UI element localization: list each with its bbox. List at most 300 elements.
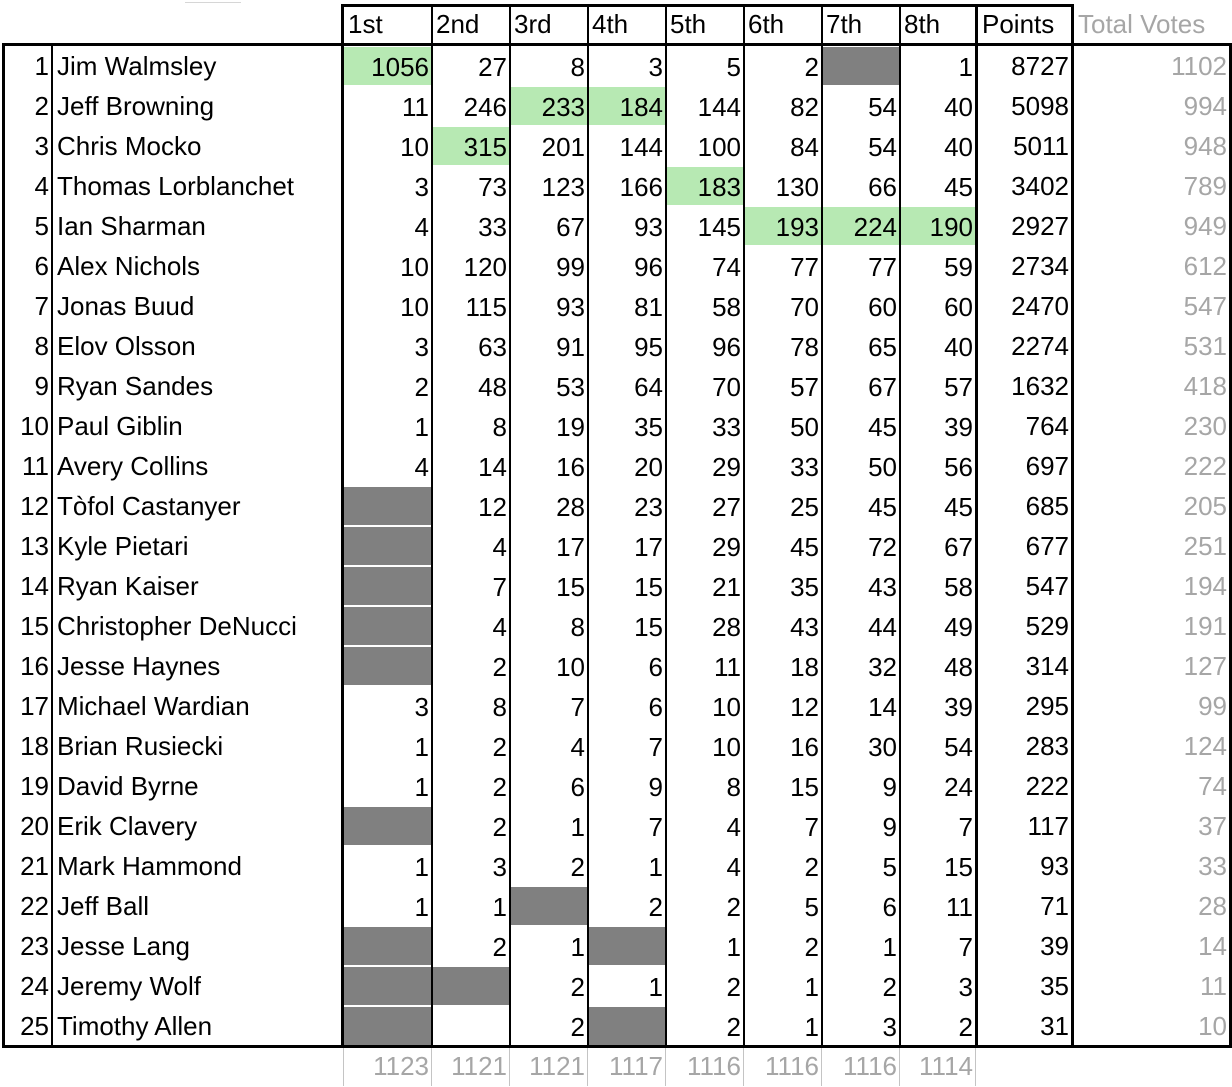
- vote-count-cell: 6: [570, 772, 585, 802]
- points-divider-left: [975, 4, 978, 1048]
- vote-count-cell: 1: [804, 1012, 819, 1042]
- totals-divider: [821, 1048, 822, 1086]
- total-votes-cell: 37: [1198, 811, 1227, 841]
- total-votes-cell: 418: [1183, 371, 1227, 401]
- vote-count-cell: 1: [414, 412, 429, 442]
- highlighted-max-cell: 184: [588, 87, 666, 125]
- rank-number: 12: [20, 491, 49, 521]
- vote-count-cell: 7: [648, 732, 663, 762]
- vote-count-cell: 15: [634, 612, 663, 642]
- empty-cell: [344, 927, 432, 965]
- rank-number: 23: [20, 931, 49, 961]
- header-bottom-border: [2, 43, 1232, 46]
- rank-number: 9: [34, 371, 49, 401]
- vote-count-cell: 45: [944, 492, 973, 522]
- rank-number: 13: [20, 531, 49, 561]
- vote-count-cell: 6: [882, 892, 897, 922]
- runner-name: Alex Nichols: [57, 251, 201, 281]
- vote-count-cell: 1: [414, 732, 429, 762]
- rank-number: 16: [20, 651, 49, 681]
- vote-count-cell: 12: [478, 492, 507, 522]
- points-cell: 39: [1040, 931, 1069, 961]
- vote-count-cell: 16: [556, 452, 585, 482]
- vote-count-cell: 1: [492, 892, 507, 922]
- rank-number: 7: [34, 291, 49, 321]
- vote-count-cell: 54: [868, 92, 897, 122]
- vote-count-cell: 5: [882, 852, 897, 882]
- vote-count-cell: 1: [570, 932, 585, 962]
- runner-name: Paul Giblin: [57, 411, 183, 441]
- runner-name: Jim Walmsley: [57, 51, 217, 81]
- highlighted-max-cell: 233: [510, 87, 588, 125]
- vote-count-cell: 1: [648, 852, 663, 882]
- vote-count-cell: 8: [726, 772, 741, 802]
- vote-count-cell: 3: [414, 692, 429, 722]
- table-bottom-border: [2, 1045, 1232, 1048]
- rank-number: 10: [20, 411, 49, 441]
- vote-count-cell: 246: [463, 92, 507, 122]
- totals-divider: [587, 1048, 588, 1086]
- vote-count-cell: 2: [492, 932, 507, 962]
- points-cell: 547: [1025, 571, 1069, 601]
- vote-count-cell: 1: [958, 52, 973, 82]
- total-votes-cell: 74: [1198, 771, 1227, 801]
- column-header-points: Points: [982, 9, 1055, 39]
- vote-count-cell: 2: [648, 892, 663, 922]
- total-votes-cell: 948: [1183, 131, 1227, 161]
- column-header-7th: 7th: [826, 9, 863, 39]
- column-header-5th: 5th: [670, 9, 707, 39]
- vote-count-cell: 73: [478, 172, 507, 202]
- vote-count-cell: 50: [868, 452, 897, 482]
- rank-number: 15: [20, 611, 49, 641]
- runner-name: Michael Wardian: [57, 691, 250, 721]
- highlighted-max-cell: 315: [432, 127, 510, 165]
- points-cell: 2927: [1011, 211, 1069, 241]
- total-votes-cell: 547: [1183, 291, 1227, 321]
- rank-number: 25: [20, 1011, 49, 1041]
- vote-count-cell: 63: [478, 332, 507, 362]
- vote-count-cell: 45: [944, 172, 973, 202]
- highlighted-max-cell: 1056: [344, 47, 432, 85]
- vote-count-cell: 49: [944, 612, 973, 642]
- total-votes-cell: 531: [1183, 331, 1227, 361]
- vote-count-cell: 82: [790, 92, 819, 122]
- vote-count-cell: 144: [697, 92, 741, 122]
- vote-count-cell: [432, 1007, 510, 1045]
- vote-count-cell: 2: [570, 852, 585, 882]
- vote-count-cell: 66: [868, 172, 897, 202]
- points-cell: 8727: [1011, 51, 1069, 81]
- vote-count-cell: 35: [634, 412, 663, 442]
- vote-count-cell: 39: [944, 412, 973, 442]
- vote-count-cell: 81: [634, 292, 663, 322]
- vote-count-cell: 7: [958, 932, 973, 962]
- vote-count-cell: 32: [868, 652, 897, 682]
- name-divider: [341, 4, 344, 1048]
- vote-count-cell: 3: [414, 172, 429, 202]
- points-cell: 314: [1025, 651, 1069, 681]
- points-cell: 5098: [1011, 91, 1069, 121]
- vote-count-cell: 7: [648, 812, 663, 842]
- empty-cell: [344, 967, 432, 1005]
- empty-cell: [344, 487, 432, 525]
- total-votes-cell: 205: [1183, 491, 1227, 521]
- highlighted-max-cell: 190: [900, 207, 976, 245]
- vote-count-cell: 96: [634, 252, 663, 282]
- vote-count-cell: 2: [570, 1012, 585, 1042]
- vote-count-cell: 40: [944, 132, 973, 162]
- vote-count-cell: 33: [712, 412, 741, 442]
- vote-count-cell: 50: [790, 412, 819, 442]
- vote-count-cell: 10: [712, 732, 741, 762]
- rank-divider: [51, 43, 53, 1047]
- empty-cell: [344, 607, 432, 645]
- runner-name: Christopher DeNucci: [57, 611, 297, 641]
- vote-count-cell: 33: [790, 452, 819, 482]
- vote-count-cell: 2: [882, 972, 897, 1002]
- vote-count-cell: 9: [882, 812, 897, 842]
- vote-count-cell: 70: [712, 372, 741, 402]
- vote-count-cell: 1: [726, 932, 741, 962]
- vote-count-cell: 43: [868, 572, 897, 602]
- vote-count-cell: 4: [492, 612, 507, 642]
- vote-count-cell: 54: [868, 132, 897, 162]
- vote-count-cell: 2: [492, 812, 507, 842]
- vote-count-cell: 1: [414, 772, 429, 802]
- column-divider: [821, 4, 823, 1046]
- vote-count-cell: 130: [775, 172, 819, 202]
- vote-count-cell: 7: [492, 572, 507, 602]
- column-divider: [431, 4, 433, 1046]
- vote-count-cell: 115: [465, 292, 507, 322]
- points-cell: 3402: [1011, 171, 1069, 201]
- runner-name: Elov Olsson: [57, 331, 196, 361]
- table-left-border: [2, 43, 5, 1047]
- vote-count-cell: 1: [804, 972, 819, 1002]
- vote-count-cell: 24: [944, 772, 973, 802]
- total-votes-cell: 1102: [1171, 51, 1227, 81]
- empty-cell: [344, 527, 432, 565]
- vote-count-cell: 3: [492, 852, 507, 882]
- vote-count-cell: 7: [570, 692, 585, 722]
- vote-count-cell: 144: [619, 132, 663, 162]
- vote-count-cell: 44: [868, 612, 897, 642]
- points-cell: 31: [1040, 1011, 1069, 1041]
- vote-count-cell: 4: [492, 532, 507, 562]
- vote-count-cell: 8: [492, 692, 507, 722]
- vote-count-cell: 27: [478, 52, 507, 82]
- vote-count-cell: 12: [790, 692, 819, 722]
- highlighted-max-cell: 224: [822, 207, 900, 245]
- vote-count-cell: 5: [726, 52, 741, 82]
- total-votes-cell: 124: [1183, 731, 1227, 761]
- vote-count-cell: 9: [648, 772, 663, 802]
- vote-count-cell: 10: [400, 252, 429, 282]
- points-cell: 529: [1025, 611, 1069, 641]
- vote-count-cell: 43: [790, 612, 819, 642]
- total-votes-cell: 11: [1200, 971, 1227, 1001]
- vote-count-cell: 3: [882, 1012, 897, 1042]
- totals-divider: [509, 1048, 510, 1086]
- points-cell: 2274: [1011, 331, 1069, 361]
- vote-count-cell: 28: [556, 492, 585, 522]
- points-cell: 697: [1025, 451, 1069, 481]
- vote-count-cell: 15: [556, 572, 585, 602]
- vote-count-cell: 16: [790, 732, 819, 762]
- vote-count-cell: 93: [634, 212, 663, 242]
- vote-count-cell: 6: [648, 692, 663, 722]
- vote-count-cell: 64: [634, 372, 663, 402]
- runner-name: Jesse Haynes: [57, 651, 221, 681]
- total-votes-cell: 994: [1183, 91, 1227, 121]
- empty-cell: [822, 47, 900, 85]
- empty-cell: [344, 567, 432, 605]
- runner-name: Timothy Allen: [57, 1011, 213, 1041]
- empty-cell: [344, 807, 432, 845]
- vote-count-cell: 72: [868, 532, 897, 562]
- runner-name: Erik Clavery: [57, 811, 198, 841]
- column-total-cell: 1117: [609, 1051, 663, 1081]
- vote-count-cell: 2: [570, 972, 585, 1002]
- points-cell: 93: [1040, 851, 1069, 881]
- column-header-total-votes: Total Votes: [1078, 9, 1206, 39]
- vote-count-cell: 2: [414, 372, 429, 402]
- vote-count-cell: 96: [712, 332, 741, 362]
- vote-count-cell: 17: [556, 532, 585, 562]
- top-stub: [185, 2, 241, 3]
- vote-count-cell: 18: [790, 652, 819, 682]
- totals-divider: [665, 1048, 666, 1086]
- points-cell: 5011: [1013, 131, 1069, 161]
- column-divider: [743, 4, 745, 1046]
- vote-count-cell: 35: [790, 572, 819, 602]
- vote-count-cell: 19: [556, 412, 585, 442]
- vote-count-cell: 3: [648, 52, 663, 82]
- vote-count-cell: 60: [868, 292, 897, 322]
- totals-divider: [899, 1048, 900, 1086]
- runner-name: Thomas Lorblanchet: [57, 171, 295, 201]
- vote-count-cell: 15: [944, 852, 973, 882]
- vote-count-cell: 77: [868, 252, 897, 282]
- vote-count-cell: 10: [712, 692, 741, 722]
- vote-count-cell: 3: [958, 972, 973, 1002]
- rank-number: 6: [34, 251, 49, 281]
- vote-count-cell: 2: [492, 652, 507, 682]
- vote-count-cell: 2: [726, 892, 741, 922]
- vote-count-cell: 45: [790, 532, 819, 562]
- points-cell: 764: [1025, 411, 1069, 441]
- column-total-cell: 1123: [373, 1051, 429, 1081]
- points-cell: 117: [1027, 811, 1069, 841]
- vote-count-cell: 23: [634, 492, 663, 522]
- column-header-8th: 8th: [904, 9, 941, 39]
- points-cell: 2470: [1011, 291, 1069, 321]
- vote-count-cell: 84: [790, 132, 819, 162]
- vote-count-cell: 4: [414, 212, 429, 242]
- vote-count-cell: 100: [697, 132, 741, 162]
- vote-count-cell: 25: [790, 492, 819, 522]
- vote-count-cell: 11: [714, 652, 741, 682]
- vote-count-cell: 10: [400, 292, 429, 322]
- vote-count-cell: 77: [790, 252, 819, 282]
- runner-name: Avery Collins: [57, 451, 209, 481]
- vote-count-cell: 2: [726, 972, 741, 1002]
- vote-count-cell: 70: [790, 292, 819, 322]
- runner-name: Mark Hammond: [57, 851, 242, 881]
- rank-number: 11: [22, 451, 49, 481]
- vote-count-cell: 4: [414, 452, 429, 482]
- vote-count-cell: 4: [570, 732, 585, 762]
- rank-number: 8: [34, 331, 49, 361]
- vote-count-cell: 67: [556, 212, 585, 242]
- vote-count-cell: 2: [804, 852, 819, 882]
- vote-count-cell: 11: [402, 92, 429, 122]
- highlighted-max-cell: 193: [744, 207, 822, 245]
- vote-count-cell: 10: [556, 652, 585, 682]
- vote-count-cell: 20: [634, 452, 663, 482]
- runner-name: Ryan Sandes: [57, 371, 214, 401]
- vote-count-cell: 78: [790, 332, 819, 362]
- rank-number: 4: [34, 171, 49, 201]
- rank-number: 19: [20, 771, 49, 801]
- totals-divider: [975, 1048, 976, 1086]
- vote-count-cell: 67: [868, 372, 897, 402]
- empty-cell: [432, 967, 510, 1005]
- vote-count-cell: 201: [541, 132, 585, 162]
- total-votes-cell: 230: [1183, 411, 1227, 441]
- total-votes-cell: 194: [1183, 571, 1227, 601]
- vote-count-cell: 57: [790, 372, 819, 402]
- vote-count-cell: 6: [648, 652, 663, 682]
- vote-count-cell: 56: [944, 452, 973, 482]
- vote-count-cell: 11: [946, 892, 973, 922]
- column-divider: [665, 4, 667, 1046]
- runner-name: Tòfol Castanyer: [57, 491, 241, 521]
- total-votes-cell: 612: [1183, 251, 1227, 281]
- column-total-cell: 1121: [451, 1051, 507, 1081]
- total-votes-cell: 10: [1198, 1011, 1227, 1041]
- total-votes-cell: 127: [1183, 651, 1227, 681]
- runner-name: Kyle Pietari: [57, 531, 189, 561]
- column-divider: [587, 4, 589, 1046]
- vote-count-cell: 1: [570, 812, 585, 842]
- total-votes-cell: 99: [1198, 691, 1227, 721]
- vote-count-cell: 99: [556, 252, 585, 282]
- vote-count-cell: 2: [804, 52, 819, 82]
- column-total-cell: 1121: [529, 1051, 585, 1081]
- column-header-4th: 4th: [592, 9, 629, 39]
- vote-count-cell: 67: [944, 532, 973, 562]
- rank-number: 3: [34, 131, 49, 161]
- vote-count-cell: 45: [868, 492, 897, 522]
- points-cell: 283: [1025, 731, 1069, 761]
- points-cell: 71: [1040, 891, 1069, 921]
- vote-count-cell: 29: [712, 532, 741, 562]
- vote-count-cell: 48: [944, 652, 973, 682]
- totals-divider: [743, 1048, 744, 1086]
- totals-divider: [343, 1048, 344, 1086]
- rank-number: 24: [20, 971, 49, 1001]
- vote-count-cell: 58: [712, 292, 741, 322]
- vote-count-cell: 40: [944, 332, 973, 362]
- vote-count-cell: 48: [478, 372, 507, 402]
- vote-count-cell: 145: [697, 212, 741, 242]
- runner-name: Chris Mocko: [57, 131, 202, 161]
- column-total-cell: 1116: [843, 1051, 897, 1081]
- points-cell: 295: [1025, 691, 1069, 721]
- vote-count-cell: 60: [944, 292, 973, 322]
- vote-count-cell: 7: [958, 812, 973, 842]
- rank-number: 2: [34, 91, 49, 121]
- vote-count-cell: 15: [790, 772, 819, 802]
- column-header-2nd: 2nd: [436, 9, 480, 39]
- empty-cell: [344, 647, 432, 685]
- vote-count-cell: 54: [944, 732, 973, 762]
- vote-count-cell: 3: [414, 332, 429, 362]
- vote-count-cell: 57: [944, 372, 973, 402]
- column-header-1st: 1st: [348, 9, 383, 39]
- total-votes-cell: 33: [1198, 851, 1227, 881]
- runner-name: Brian Rusiecki: [57, 731, 224, 761]
- column-header-6th: 6th: [748, 9, 785, 39]
- vote-count-cell: 21: [712, 572, 741, 602]
- runner-name: David Byrne: [57, 771, 199, 801]
- rank-number: 14: [20, 571, 49, 601]
- vote-count-cell: 8: [570, 52, 585, 82]
- vote-count-cell: 2: [492, 732, 507, 762]
- runner-name: Jeff Ball: [57, 891, 150, 921]
- runner-name: Ian Sharman: [57, 211, 206, 241]
- points-cell: 677: [1025, 531, 1069, 561]
- empty-cell: [588, 1007, 666, 1045]
- vote-count-cell: 95: [634, 332, 663, 362]
- vote-count-cell: 40: [944, 92, 973, 122]
- rank-number: 5: [34, 211, 49, 241]
- vote-count-cell: 28: [712, 612, 741, 642]
- totals-divider: [431, 1048, 432, 1086]
- vote-count-cell: 27: [712, 492, 741, 522]
- rank-number: 21: [20, 851, 49, 881]
- rank-number: 17: [20, 691, 49, 721]
- vote-count-cell: 1: [648, 972, 663, 1002]
- empty-cell: [588, 927, 666, 965]
- vote-count-cell: 1: [882, 932, 897, 962]
- runner-name: Ryan Kaiser: [57, 571, 199, 601]
- vote-count-cell: 123: [541, 172, 585, 202]
- vote-count-cell: 30: [868, 732, 897, 762]
- total-votes-cell: 28: [1198, 891, 1227, 921]
- runner-name: Jeremy Wolf: [57, 971, 201, 1001]
- total-votes-cell: 222: [1183, 451, 1227, 481]
- vote-count-cell: 2: [804, 932, 819, 962]
- total-votes-cell: 251: [1183, 531, 1227, 561]
- runner-name: Jeff Browning: [57, 91, 215, 121]
- vote-count-cell: 9: [882, 772, 897, 802]
- column-total-cell: 1116: [765, 1051, 819, 1081]
- rank-number: 22: [20, 891, 49, 921]
- vote-count-cell: 45: [868, 412, 897, 442]
- column-divider: [899, 4, 901, 1046]
- empty-cell: [344, 1007, 432, 1045]
- header-top-border: [342, 4, 1074, 7]
- highlighted-max-cell: 183: [666, 167, 744, 205]
- vote-count-cell: 29: [712, 452, 741, 482]
- points-cell: 2734: [1011, 251, 1069, 281]
- vote-count-cell: 91: [556, 332, 585, 362]
- vote-count-cell: 14: [868, 692, 897, 722]
- vote-count-cell: 1: [414, 852, 429, 882]
